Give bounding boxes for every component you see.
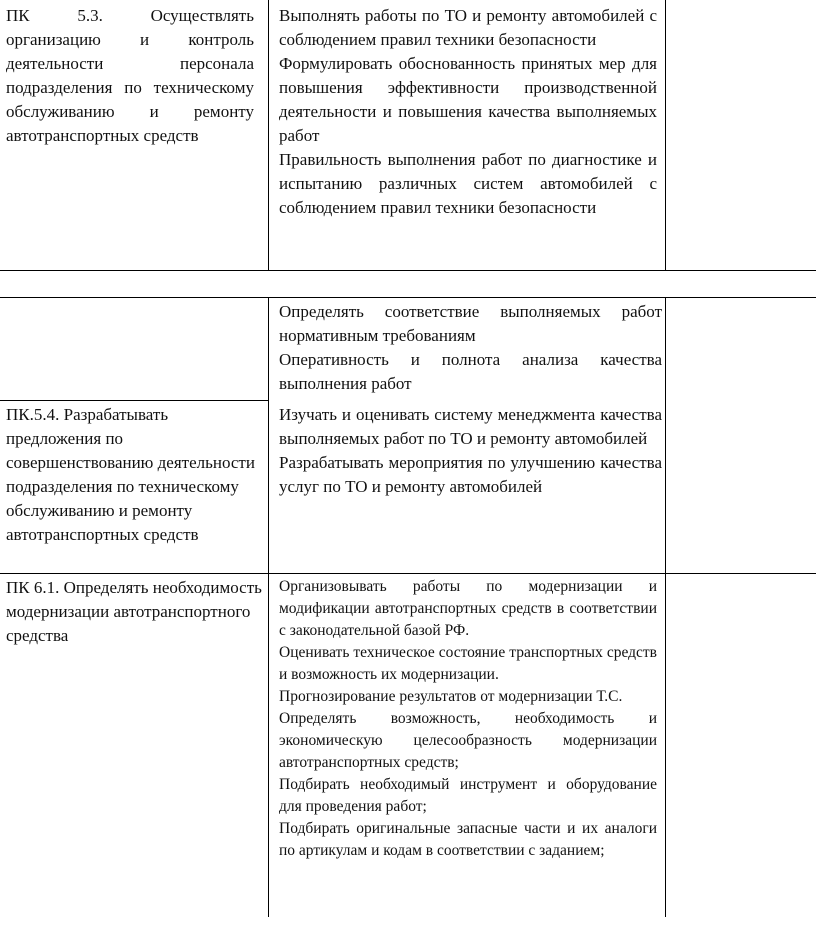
table2-divider-2 (665, 297, 666, 917)
competency-text: ПК.5.4. Разрабатывать предложения по совершенствованию деятельности подразделения по техническому обслуживанию и ремонту автотранспортных средств (6, 405, 255, 544)
indicator-text: Оценивать техническое состояние транспортных средств и возможность их модернизации. (279, 644, 657, 683)
indicator-text: Правильность выполнения работ по диагностике и испытанию различных систем автомобилей с соблюдением правил техники безопасности (279, 150, 657, 217)
table1-competency-cell (6, 4, 254, 148)
table2-row2-competency-cell (6, 403, 256, 547)
table2-row3-indicators-cell (279, 576, 657, 862)
table1-bottom-border (0, 270, 816, 271)
indicator-text: Подбирать необходимый инструмент и оборудование для проведения работ; (279, 776, 657, 815)
indicator-text: Определять возможность, необходимость и экономическую целесообразность модернизации автотранспортных средств; (279, 710, 657, 771)
indicator-text: Изучать и оценивать систему менеджмента качества выполняемых работ по ТО и ремонту автомобилей (279, 405, 662, 448)
indicator-text: Разрабатывать мероприятия по улучшению качества услуг по ТО и ремонту автомобилей (279, 453, 662, 496)
indicator-text: Подбирать оригинальные запасные части и их аналоги по артикулам и кодам в соответствии с заданием; (279, 820, 657, 859)
indicator-text: Определять соответствие выполняемых работ нормативным требованиям (279, 302, 662, 345)
competency-text: ПК 5.3. Осуществлять организацию и контроль деятельности персонала подразделения по техническому обслуживанию и ремонту автотранспортных средств (6, 6, 254, 145)
table2-row-divider-2 (0, 573, 816, 574)
table1-divider-2 (665, 0, 666, 271)
competency-text: ПК 6.1. Определять необходимость модернизации автотранспортного средства (6, 578, 262, 645)
indicator-text: Формулировать обоснованность принятых мер для повышения эффективности производственной деятельности и повышения качества выполняемых работ (279, 54, 657, 145)
table2-row3-competency-cell (6, 576, 264, 648)
table2-row-divider-1 (0, 400, 268, 401)
table2-row1-indicators-cell (279, 300, 662, 396)
table2-row2-indicators-cell (279, 403, 662, 499)
table2-top-border (0, 297, 816, 298)
table1-divider-1 (268, 0, 269, 271)
indicator-text: Выполнять работы по ТО и ремонту автомобилей с соблюдением правил техники безопасности (279, 6, 657, 49)
table2-divider-1 (268, 297, 269, 917)
indicator-text: Оперативность и полнота анализа качества выполнения работ (279, 350, 662, 393)
indicator-text: Прогнозирование результатов от модернизации Т.С. (279, 688, 623, 705)
table1-indicators-cell (279, 4, 657, 220)
indicator-text: Организовывать работы по модернизации и модификации автотранспортных средств в соответствии с законодательной базой РФ. (279, 578, 657, 639)
